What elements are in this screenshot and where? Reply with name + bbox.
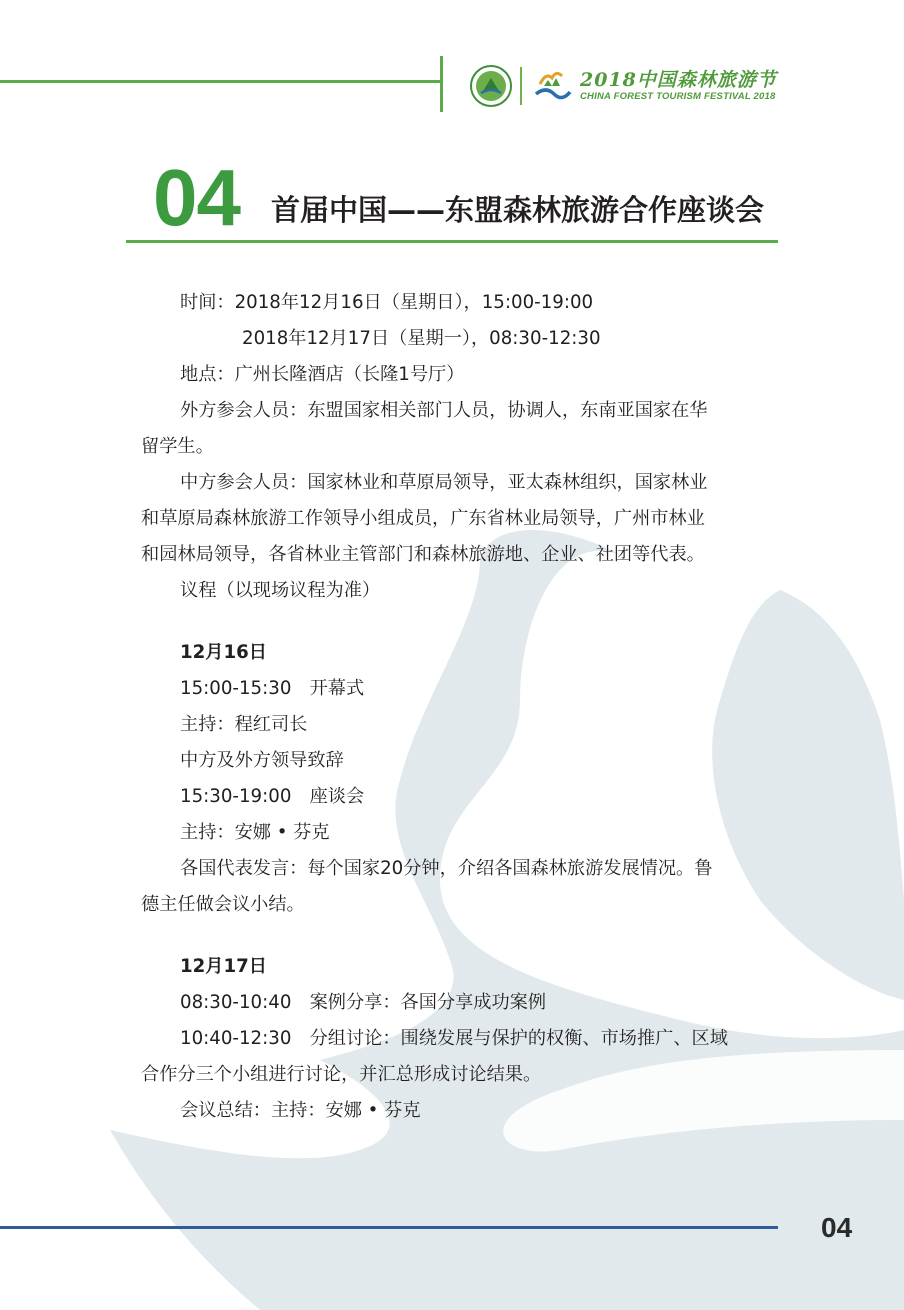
festival-logo-icon [532,66,572,106]
page-number: 04 [821,1212,853,1243]
footer-rule [0,1226,778,1229]
day1-line-5: 主持：安娜 • 芬克 [180,822,330,843]
foreign-participants-line-2: 留学生。 [141,436,214,457]
section-title: 首届中国——东盟森林旅游合作座谈会 [271,193,765,227]
festival-name-en: CHINA FOREST TOURISM FESTIVAL 2018 [580,91,776,102]
festival-name-cn: 2018中国森林旅游节 [580,69,777,91]
day2-heading: 12月17日 [180,956,267,977]
day2-line-3: 合作分三个小组进行讨论，并汇总形成讨论结果。 [141,1064,542,1085]
header-logos [470,60,777,112]
foreign-participants-line-1: 外方参会人员：东盟国家相关部门人员，协调人，东南亚国家在华 [180,400,708,421]
day1-line-7: 德主任做会议小结。 [141,894,305,915]
day1-line-2: 主持：程红司长 [180,714,308,735]
header-rule [0,80,442,83]
venue-line: 地点：广州长隆酒店（长隆1号厅） [180,364,465,385]
day1-line-1: 15:00-15:30 开幕式 [180,678,365,699]
time-line-1: 时间：2018年12月16日（星期日），15:00-19:00 [180,292,594,313]
day1-line-4: 15:30-19:00 座谈会 [180,786,365,807]
section-number: 04 [153,153,240,242]
day2-line-1: 08:30-10:40 案例分享：各国分享成功案例 [180,992,547,1013]
forestry-emblem-icon [470,65,512,107]
header-divider [440,56,443,112]
chinese-participants-line-3: 和园林局领导，各省林业主管部门和森林旅游地、企业、社团等代表。 [141,544,705,565]
chinese-participants-line-2: 和草原局森林旅游工作领导小组成员，广东省林业局领导，广州市林业 [141,508,705,529]
day1-line-3: 中方及外方领导致辞 [180,750,344,771]
agenda-note: 议程（以现场议程为准） [180,580,381,601]
document-body [141,285,771,1129]
day2-line-4: 会议总结：主持：安娜 • 芬克 [180,1100,421,1121]
day1-line-6: 各国代表发言：每个国家20分钟，介绍各国森林旅游发展情况。鲁 [180,858,713,879]
time-line-2: 2018年12月17日（星期一），08:30-12:30 [242,328,601,349]
logo-separator [520,67,522,105]
chinese-participants-line-1: 中方参会人员：国家林业和草原局领导，亚太森林组织，国家林业 [180,472,708,493]
day2-line-2: 10:40-12:30 分组讨论：围绕发展与保护的权衡、市场推广、区域 [180,1028,728,1049]
festival-name [580,69,777,103]
day1-heading: 12月16日 [180,642,267,663]
